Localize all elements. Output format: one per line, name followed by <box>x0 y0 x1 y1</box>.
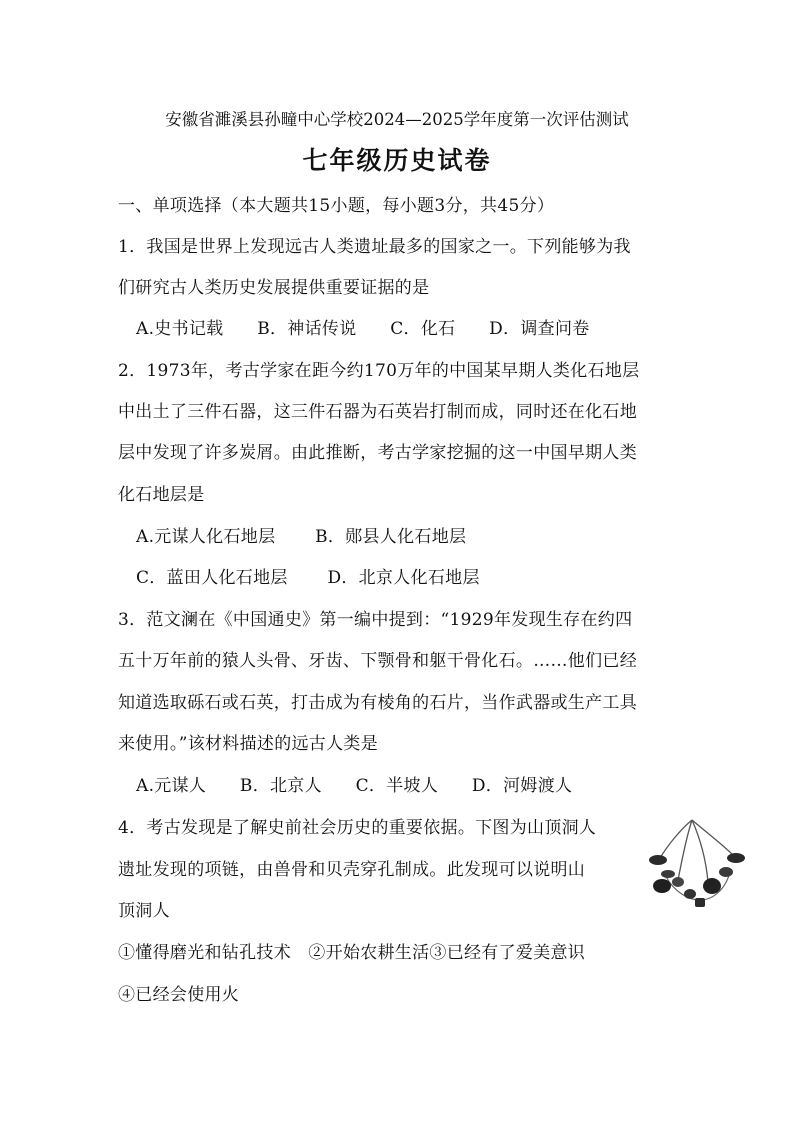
q1-option-a: A.史书记载 <box>136 319 224 339</box>
q2-option-b: B．郧县人化石地层 <box>315 527 467 547</box>
q3-option-a: A.元谋人 <box>136 776 207 796</box>
necklace-bead <box>649 855 667 865</box>
q4-stem-line2: 遗址发现的项链，由兽骨和贝壳穿孔制成。此发现可以说明山 <box>118 860 586 880</box>
q4-statements-line1: ①懂得磨光和钻孔技术 ②开始农耕生活③已经有了爱美意识 <box>118 943 586 963</box>
q2-option-a: A.元谋人化石地层 <box>136 527 276 547</box>
necklace-bead <box>684 889 696 899</box>
q3-option-c: C．半坡人 <box>355 776 439 796</box>
necklace-string-mid-right <box>692 820 708 882</box>
q2-stem-line4: 化石地层是 <box>118 485 205 505</box>
q4-statements-line2: ④已经会使用火 <box>118 985 240 1005</box>
q1-option-b: B．神话传说 <box>257 319 357 339</box>
q4-stem-line3: 顶洞人 <box>118 901 170 921</box>
q1-option-d: D．调查问卷 <box>489 319 590 339</box>
q2-options-row1 <box>136 522 500 547</box>
q2-option-d: D．北京人化石地层 <box>327 568 480 588</box>
necklace-bead <box>695 898 705 907</box>
q3-stem-line3: 知道选取砾石或石英，打击成为有棱角的石片，当作武器或生产工具 <box>118 693 637 713</box>
necklace-shell <box>653 879 671 893</box>
necklace-shell <box>703 878 721 894</box>
q1-stem-line1: 1．我国是世界上发现远古人类遗址最多的国家之一。下列能够为我 <box>118 237 631 257</box>
q1-stem-line2: 们研究古人类历史发展提供重要证据的是 <box>118 278 430 298</box>
q2-stem-line2: 中出土了三件石器，这三件石器为石英岩打制而成，同时还在化石地 <box>118 402 637 422</box>
necklace-bead <box>719 867 733 877</box>
q3-options <box>136 771 600 796</box>
q2-stem-line1: 2．1973年，考古学家在距今约170万年的中国某早期人类化石地层 <box>118 361 640 381</box>
necklace-bead <box>661 870 675 878</box>
q3-stem-line4: 来使用。”该材料描述的远古人类是 <box>118 734 378 754</box>
q3-stem-line2: 五十万年前的猿人头骨、牙齿、下颚骨和躯干骨化石。……他们已经 <box>118 651 637 671</box>
q3-option-d: D．河姆渡人 <box>471 776 573 796</box>
q3-option-b: B．北京人 <box>239 776 322 796</box>
necklace-string-mid-left <box>678 820 692 880</box>
section-heading: 一、单项选择（本大题共15小题，每小题3分，共45分） <box>118 196 555 216</box>
exam-title: 七年级历史试卷 <box>302 146 492 175</box>
q2-options-row2 <box>136 563 514 588</box>
necklace-bead <box>672 877 684 887</box>
q2-option-c: C．蓝田人化石地层 <box>136 568 288 588</box>
q3-stem-line1: 3．范文澜在《中国通史》第一编中提到：“1929年发现生存在约四 <box>118 610 633 630</box>
necklace-icon <box>640 810 750 920</box>
necklace-figure <box>640 810 750 920</box>
necklace-bead <box>727 853 745 863</box>
q2-stem-line3: 层中发现了许多炭屑。由此推断，考古学家挖掘的这一中国早期人类 <box>118 443 637 463</box>
q1-options <box>136 314 618 339</box>
q1-option-c: C．化石 <box>390 319 456 339</box>
q4-stem-line1: 4．考古发现是了解史前社会历史的重要依据。下图为山顶洞人 <box>118 818 597 838</box>
exam-subtitle: 安徽省濉溪县孙疃中心学校2024—2025学年度第一次评估测试 <box>165 110 629 129</box>
